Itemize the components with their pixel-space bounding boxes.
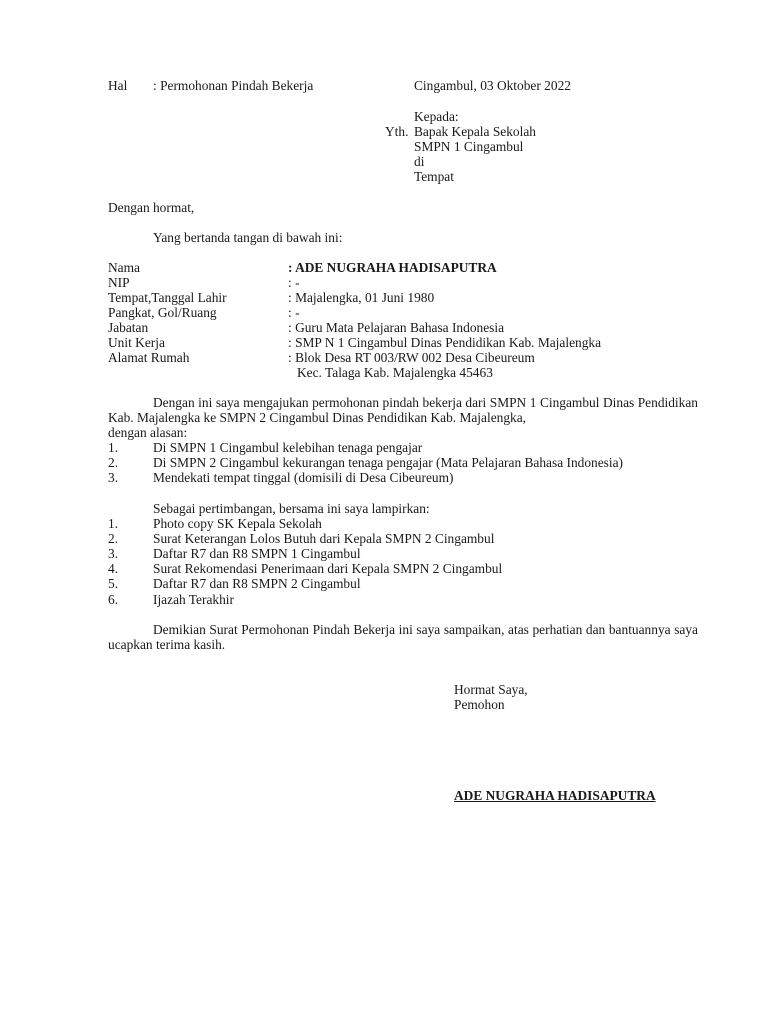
identity-value-nama: : ADE NUGRAHA HADISAPUTRA [288, 260, 497, 275]
list-item-number: 4. [108, 561, 119, 576]
list-item-number: 2. [108, 455, 119, 470]
signature-name: ADE NUGRAHA HADISAPUTRA [454, 788, 656, 803]
list-item-number: 5. [108, 576, 119, 591]
list-item: Surat Keterangan Lolos Butuh dari Kepala SMPN 2 Cingambul [153, 531, 495, 546]
list-item: Mendekati tempat tinggal (domisili di Desa Cibeureum) [153, 470, 454, 485]
recipient-kepada: Kepada: [414, 109, 459, 124]
identity-label-ttl: Tempat,Tanggal Lahir [108, 290, 227, 305]
signature-regards: Hormat Saya, [454, 682, 528, 697]
salutation: Dengan hormat, [108, 200, 195, 215]
body-paragraph: Dengan ini saya mengajukan permohonan pindah bekerja dari SMPN 1 Cingambul Dinas Pendidikan Kab. Majalengka ke SMPN 2 Cingambul Dinas Pendidikan Kab. Majalengka, [108, 395, 698, 426]
attachments-intro: Sebagai pertimbangan, bersama ini saya lampirkan: [153, 501, 430, 516]
list-item-number: 1. [108, 440, 119, 455]
list-item: Daftar R7 dan R8 SMPN 1 Cingambul [153, 546, 361, 561]
list-item-number: 3. [108, 470, 119, 485]
list-item-number: 3. [108, 546, 119, 561]
identity-value-ttl: : Majalengka, 01 Juni 1980 [288, 290, 435, 305]
identity-label-jabatan: Jabatan [108, 320, 149, 335]
identity-value-jabatan: : Guru Mata Pelajaran Bahasa Indonesia [288, 320, 505, 335]
recipient-line-4: Tempat [414, 169, 454, 184]
list-item-number: 2. [108, 531, 119, 546]
recipient-line-3: di [414, 154, 425, 169]
list-item-number: 1. [108, 516, 119, 531]
list-item: Di SMPN 1 Cingambul kelebihan tenaga pengajar [153, 440, 423, 455]
list-item: Di SMPN 2 Cingambul kekurangan tenaga pengajar (Mata Pelajaran Bahasa Indonesia) [153, 455, 624, 470]
identity-label-pangkat: Pangkat, Gol/Ruang [108, 305, 217, 320]
identity-label-alamat: Alamat Rumah [108, 350, 190, 365]
intro-text: Yang bertanda tangan di bawah ini: [153, 230, 343, 245]
recipient-line-2: SMPN 1 Cingambul [414, 139, 524, 154]
list-item: Photo copy SK Kepala Sekolah [153, 516, 322, 531]
identity-label-unit: Unit Kerja [108, 335, 165, 350]
identity-value-alamat: : Blok Desa RT 003/RW 002 Desa Cibeureum [288, 350, 535, 365]
list-item: Daftar R7 dan R8 SMPN 2 Cingambul [153, 576, 361, 591]
identity-value-pangkat: : - [288, 305, 300, 320]
identity-label-nama: Nama [108, 260, 140, 275]
identity-value-unit: : SMP N 1 Cingambul Dinas Pendidikan Kab. Majalengka [288, 335, 602, 350]
hal-value: : Permohonan Pindah Bekerja [153, 78, 314, 93]
place-date: Cingambul, 03 Oktober 2022 [414, 78, 571, 93]
identity-address-continued: Kec. Talaga Kab. Majalengka 45463 [297, 365, 493, 380]
reasons-intro: dengan alasan: [108, 425, 188, 440]
identity-value-nip: : - [288, 275, 300, 290]
list-item: Surat Rekomendasi Penerimaan dari Kepala SMPN 2 Cingambul [153, 561, 503, 576]
recipient-yth: Yth. [385, 124, 409, 139]
list-item: Ijazah Terakhir [153, 592, 234, 607]
closing-paragraph: Demikian Surat Permohonan Pindah Bekerja ini saya sampaikan, atas perhatian dan bantuannya saya ucapkan terima kasih. [108, 622, 698, 653]
recipient-line-1: Bapak Kepala Sekolah [414, 124, 536, 139]
identity-label-nip: NIP [108, 275, 130, 290]
hal-label: Hal [108, 78, 128, 93]
list-item-number: 6. [108, 592, 119, 607]
signature-role: Pemohon [454, 697, 505, 712]
